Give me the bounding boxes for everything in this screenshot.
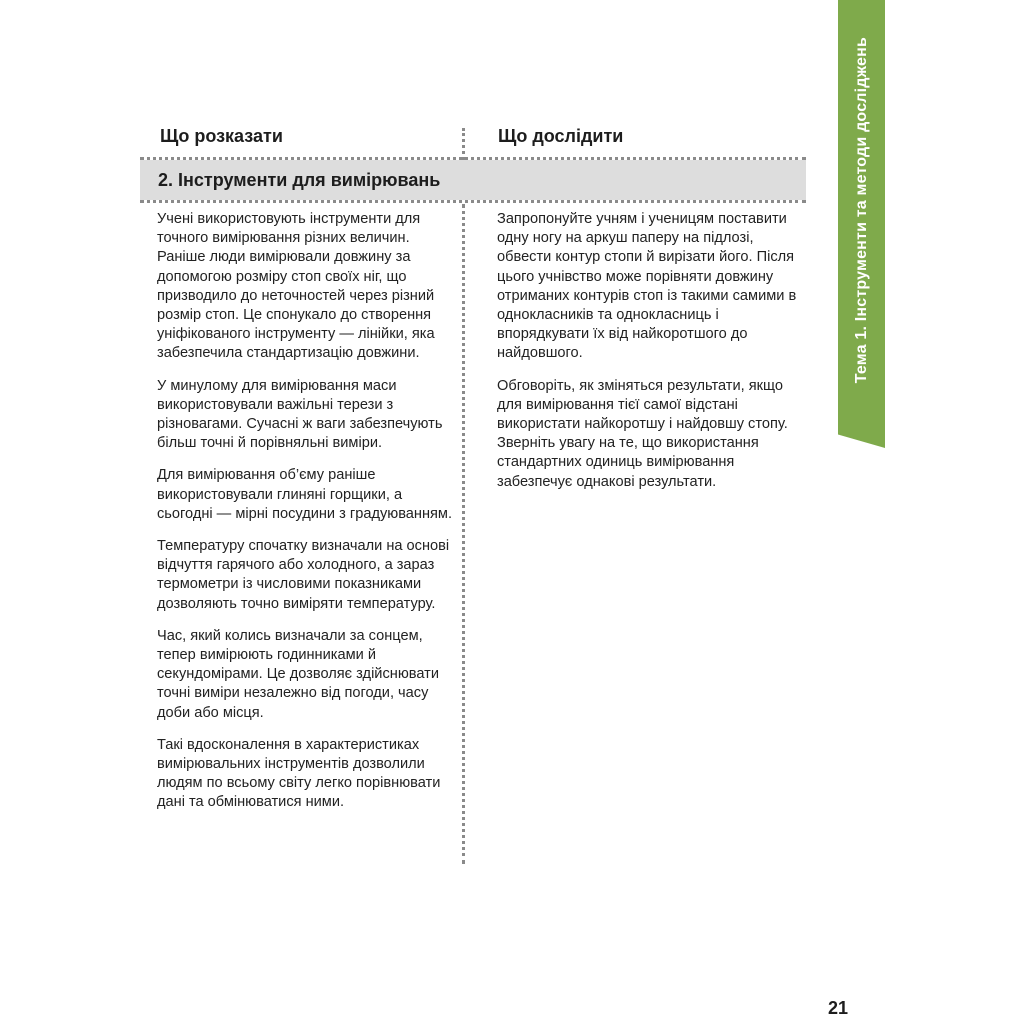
left-column-text: [157, 210, 459, 826]
left-paragraph: Для вимірювання об’єму раніше використовували глиняні горщики, а сьогодні — мірні посудини з градуюванням.: [157, 467, 453, 522]
chapter-side-tab-label-wrap: [838, 0, 885, 420]
left-paragraph: У минулому для вимірювання маси використовували важільні терези з різновагами. Сучасні ж ваги забезпечують більш точні й порівняльні виміри.: [157, 377, 443, 452]
right-column-heading: Що дослідити: [498, 126, 624, 146]
right-column-text: [497, 210, 805, 505]
left-column-heading: Що розказати: [160, 126, 283, 146]
column-divider: [462, 204, 465, 864]
section-divider-bottom: [140, 200, 806, 203]
column-divider-top: [462, 128, 465, 160]
left-paragraph: Учені використовують інструменти для точного вимірювання різних величин. Раніше люди вимірювали довжину за допомогою розміру стоп своїх ніг, що призводило до неточностей через різний розмір стоп. Це спонукало до створення уніфікованого інструменту — лінійки, яка забезпечила стандартизацію довжини.: [157, 211, 435, 362]
left-paragraph: Час, який колись визначали за сонцем, тепер вимірюють годинниками й секундомірами. Це дозволяє здійснювати точні виміри незалежно від погоди, часу доби або місця.: [157, 627, 439, 721]
section-title: 2. Інструменти для вимірювань: [158, 170, 441, 190]
page-number: 21: [828, 998, 849, 1018]
left-paragraph: Температуру спочатку визначали на основі відчуття гарячого або холодного, а зараз термометри із числовими показниками дозволяють точно виміряти температуру.: [157, 538, 450, 612]
left-paragraph: Такі вдосконалення в характеристиках вимірювальних інструментів дозволили людям по всьому світу легко порівнювати дані та обмінюватися ними.: [157, 736, 441, 811]
right-paragraph: Обговоріть, як зміняться результати, якщо для вимірювання тієї самої відстані використати найкоротшу і найдовшу стопу. Зверніть увагу на те, що використання стандартних одиниць вимірювання забезпечує однакові результати.: [497, 377, 788, 490]
chapter-side-tab-label: Тема 1. Інструменти та методи досліджень: [852, 36, 870, 384]
right-paragraph: Запропонуйте учням і ученицям поставити одну ногу на аркуш паперу на підлозі, обвести контур стопи й вирізати його. Після цього учнівство може порівняти довжину отриманих контурів стоп із такими самими в однокласників та однокласниць і впорядкувати їх від найкоротшого до найдовшого.: [497, 211, 797, 362]
